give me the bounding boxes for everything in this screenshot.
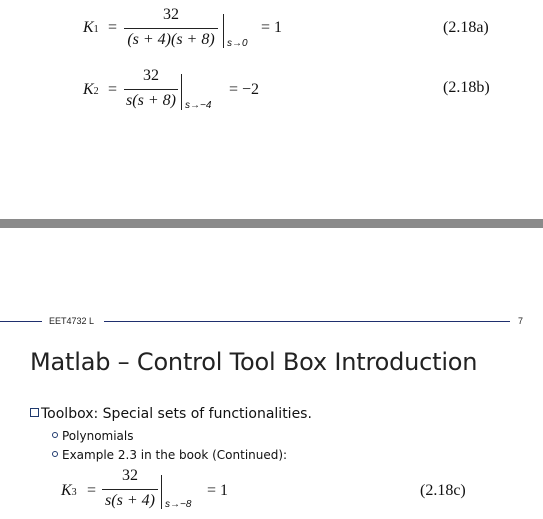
subbullet-example <box>52 448 287 462</box>
k1-numerator: 32 <box>163 6 179 23</box>
k3-eval-subscript: s→−8 <box>165 499 192 510</box>
k1-result: = 1 <box>261 19 283 36</box>
header-rule-right <box>104 321 510 322</box>
subbullet-polynomials-text: Polynomials <box>62 429 134 443</box>
k3-lhs: K3 <box>61 482 77 499</box>
square-bullet-icon <box>30 408 39 417</box>
bullet-toolbox <box>30 406 312 422</box>
k1-lhs: K1 <box>83 19 99 36</box>
k3-evaluation-bar <box>161 475 162 509</box>
slide-title: Matlab – Control Tool Box Introduction <box>30 348 478 376</box>
k3-result: = 1 <box>207 482 229 499</box>
k2-result: = −2 <box>229 81 260 98</box>
course-label: EET4732 L <box>49 316 95 326</box>
k1-equals: = <box>108 19 118 36</box>
k3-equation-number: (2.18c) <box>420 482 466 499</box>
k2-equation-number: (2.18b) <box>443 79 490 96</box>
k1-eval-subscript: s→0 <box>227 38 248 49</box>
k1-denominator: (s + 4)(s + 8) <box>127 31 215 48</box>
k2-fraction-line <box>124 89 178 90</box>
k2-numerator: 32 <box>143 67 159 84</box>
k3-denominator: s(s + 4) <box>105 492 155 509</box>
page-divider <box>0 219 543 228</box>
k1-evaluation-bar <box>223 14 224 48</box>
k3-equals: = <box>87 482 97 499</box>
k3-numerator: 32 <box>122 467 138 484</box>
k1-equation-number: (2.18a) <box>443 19 489 36</box>
k3-fraction-line <box>102 489 158 490</box>
bullet-toolbox-text: Toolbox: Special sets of functionalities. <box>41 406 312 422</box>
k2-equals: = <box>108 81 118 98</box>
k2-eval-subscript: s→−4 <box>185 100 212 111</box>
header-rule-left <box>0 321 42 322</box>
circle-bullet-icon <box>52 432 58 438</box>
subbullet-polynomials <box>52 429 134 443</box>
subbullet-example-text: Example 2.3 in the book (Continued): <box>62 448 288 462</box>
k2-denominator: s(s + 8) <box>126 92 176 109</box>
k1-fraction-line <box>124 28 218 29</box>
k2-evaluation-bar <box>181 74 182 110</box>
page-number: 7 <box>518 316 524 326</box>
circle-bullet-icon <box>52 451 58 457</box>
k2-lhs: K2 <box>83 81 99 98</box>
